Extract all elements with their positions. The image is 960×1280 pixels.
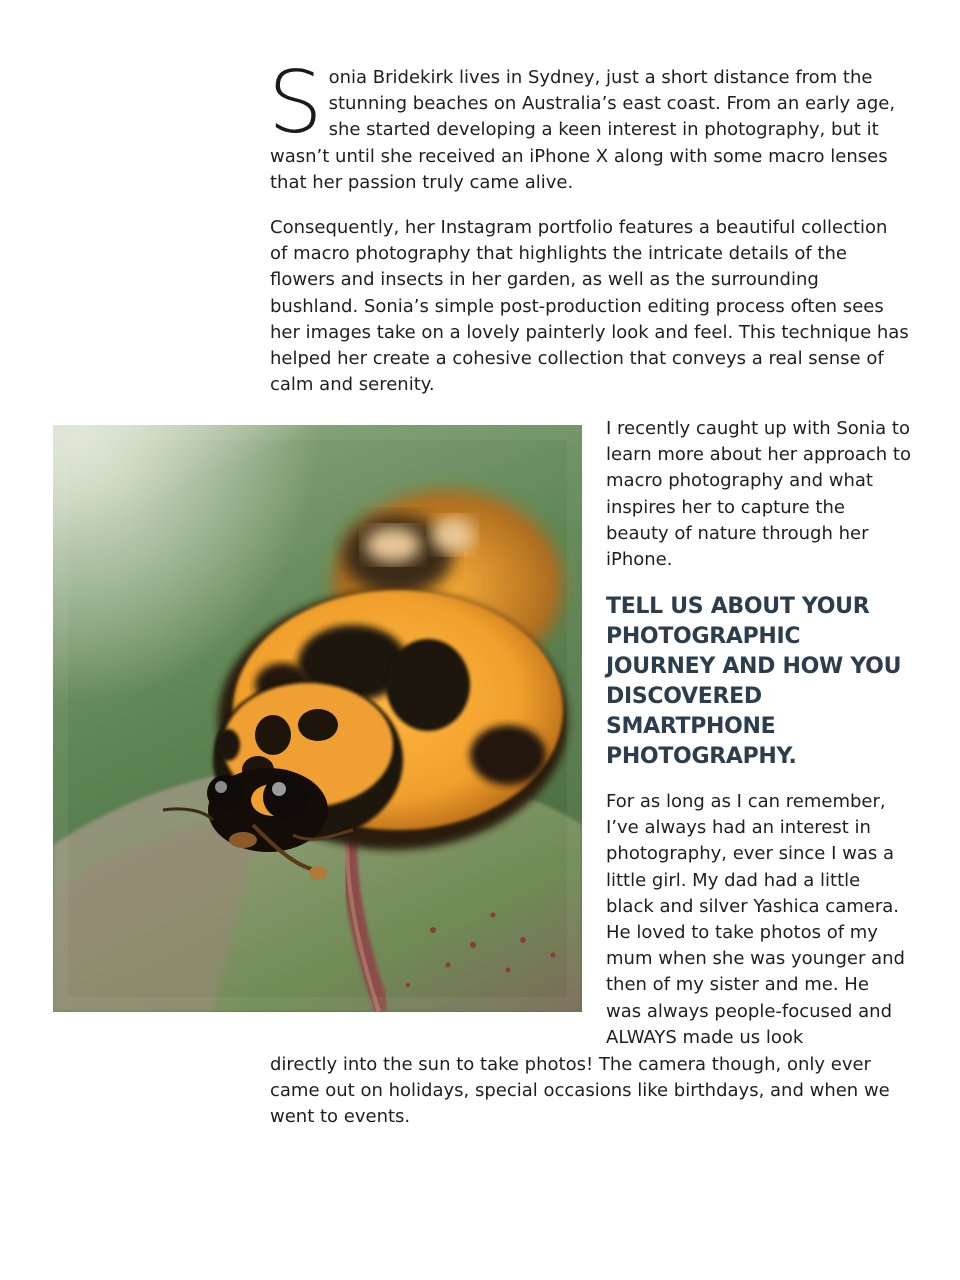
intro-text: onia Bridekirk lives in Sydney, just a short distance from the stunning beaches on Australia’s east coast. From an early age, she started developing a keen interest in photography, but it wasn’t until she received an iPhone X along with some macro lenses that her passion truly came alive. bbox=[270, 67, 896, 193]
drop-cap: S bbox=[268, 53, 323, 153]
answer-paragraph-part1: For as long as I can remember, I’ve always had an interest in photography, ever since I was a little girl. My dad had a little black and silver Yashica camera. He loved to take photos of my mum when she was younger and then of my sister and me. He was always people-focused and ALWAYS made us look bbox=[606, 791, 905, 1048]
intro-paragraph bbox=[268, 53, 910, 196]
body-paragraph-2: Consequently, her Instagram portfolio features a beautiful collection of macro photography that highlights the intricate details of the flowers and insects in her garden, as well as the surrounding bushland. Sonia’s simple post-production editing process often sees her images take on a lovely painterly look and feel. This technique has helped her create a cohesive collection that conveys a real sense of calm and serenity. bbox=[270, 217, 909, 396]
intro-side-paragraph: I recently caught up with Sonia to learn more about her approach to macro photography and what inspires her to capture the beauty of nature through her iPhone. bbox=[606, 418, 911, 571]
answer-paragraph-part2: directly into the sun to take photos! The camera though, only ever came out on holidays, special occasions like birthdays, and when we went to events. bbox=[270, 1054, 890, 1128]
ladybug-photo bbox=[53, 425, 582, 1012]
question-heading: TELL US ABOUT YOUR PHOTOGRAPHIC JOURNEY AND HOW YOU DISCOVERED SMARTPHONE PHOTOGRAPHY. bbox=[606, 594, 902, 769]
